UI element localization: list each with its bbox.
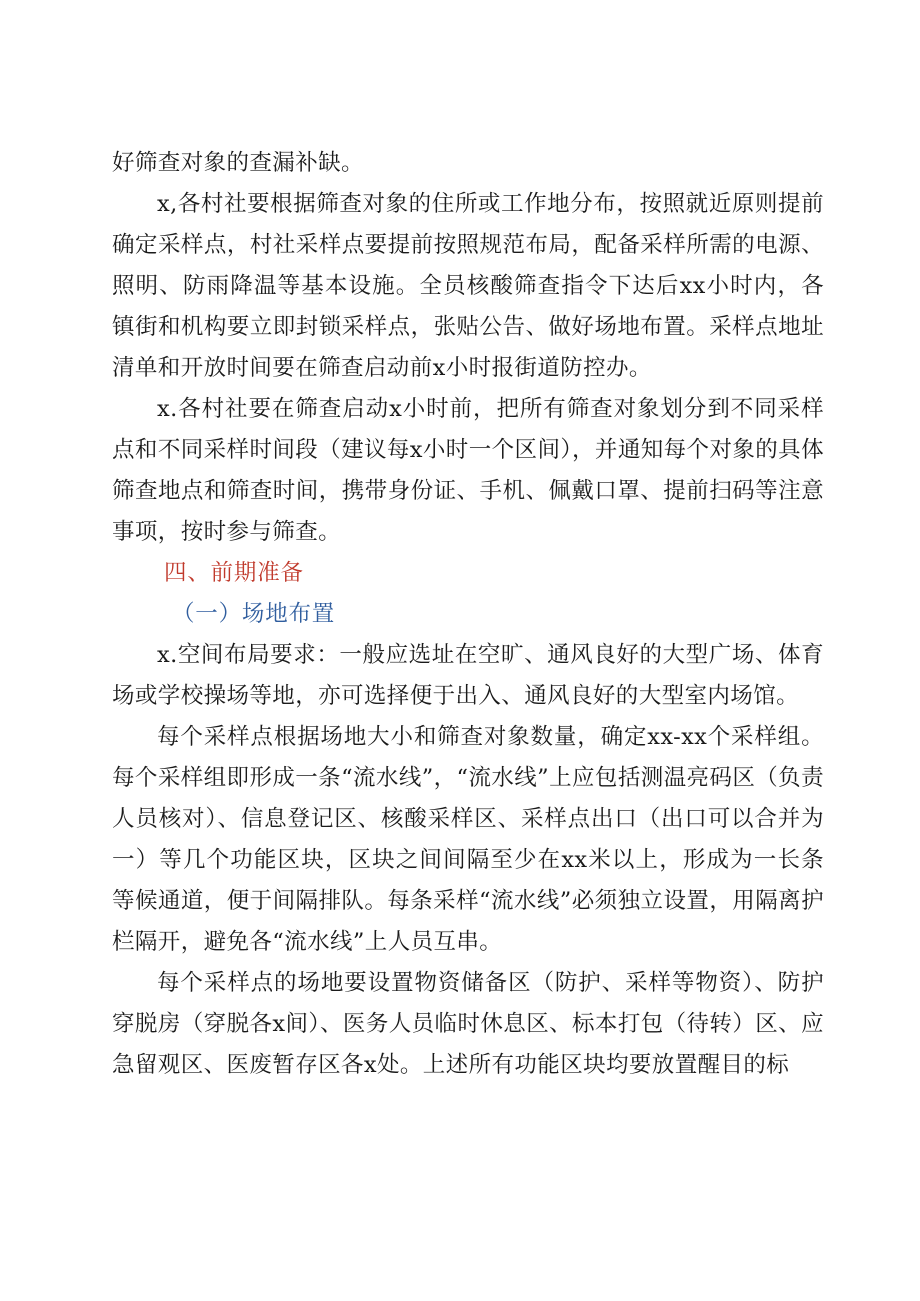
paragraph-functional-areas: 每个采样点的场地要设置物资储备区（防护、采样等物资）、防护穿脱房（穿脱各x间）、医务人员临时休息区、标本打包（待转）区、应急留观区、医废暂存区各x处。上述所有功能区块均要放置醒目的标 <box>112 970 824 1078</box>
paragraph-space-layout-requirements: x.空间布局要求：一般应选址在空旷、通风良好的大型广场、体育场或学校操场等地，亦可选择便于出入、通风良好的大型室内场馆。 <box>112 642 824 709</box>
paragraph-continuation: 好筛查对象的查漏补缺。 <box>112 150 364 176</box>
section-heading-preparation: 四、前期准备 <box>164 560 304 586</box>
paragraph-sampling-groups: 每个采样点根据场地大小和筛查对象数量，确定xx-xx个采样组。每个采样组即形成一条“流水线”，“流水线”上应包括测温亮码区（负责人员核对）、信息登记区、核酸采样区、采样点出口（出口可以合并为一）等几个功能区块，区块之间间隔至少在xx米以上，形成为一长条等候通道，便于间隔排队。每条采样“流水线”必须独立设置，用隔离护栏隔开，避免各“流水线”上人员互串。 <box>112 724 824 955</box>
paragraph-sampling-site-setup: x,各村社要根据筛查对象的住所或工作地分布，按照就近原则提前确定采样点，村社采样点要提前按照规范布局，配备采样所需的电源、照明、防雨降温等基本设施。全员核酸筛查指令下达后xx小时内，各镇街和机构要立即封锁采样点，张贴公告、做好场地布置。采样点地址清单和开放时间要在筛查启动前x小时报街道防控办。 <box>112 191 824 381</box>
document-page <box>112 143 824 1086</box>
paragraph-time-slot-assignment: x.各村社要在筛查启动x小时前，把所有筛查对象划分到不同采样点和不同采样时间段（建议每x小时一个区间），并通知每个对象的具体筛查地点和筛查时间，携带身份证、手机、佩戴口罩、提前扫码等注意事项，按时参与筛查。 <box>112 396 824 545</box>
subsection-heading-site-layout: （一）场地布置 <box>172 601 336 627</box>
